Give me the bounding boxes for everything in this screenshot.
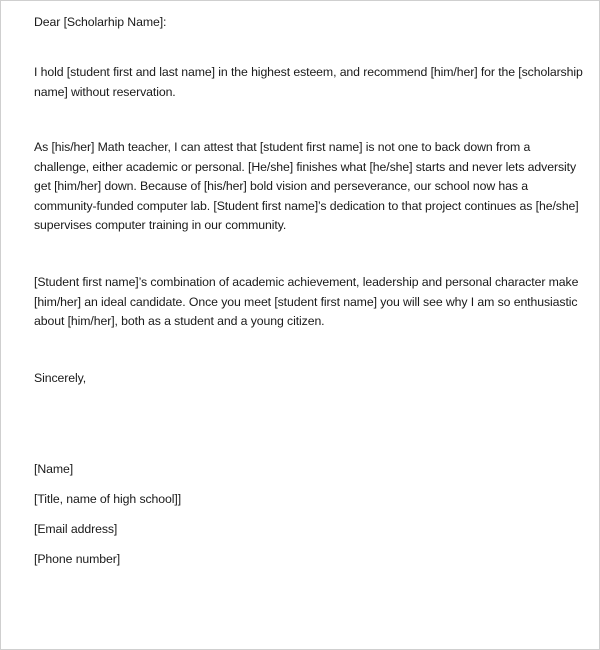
signature-email xyxy=(34,520,564,540)
paragraph-line: get [him/her] down. Because of [his/her] bold vision and perseverance, our school now has a xyxy=(34,179,528,193)
signature-name xyxy=(34,460,564,480)
closing-line: Sincerely, xyxy=(34,371,87,385)
paragraph-line: [him/her] an ideal candidate. Once you meet [student first name] you will see why I am so enthusiastic xyxy=(34,294,578,309)
paragraph-recommendation xyxy=(34,63,583,102)
closing xyxy=(34,369,564,389)
signature-email-line: [Email address] xyxy=(34,522,118,536)
paragraph-line: community-funded computer lab. [Student first name]’s dedication to that project continues as [he/she] xyxy=(34,198,579,213)
paragraph-line: name] without reservation. xyxy=(34,84,176,99)
paragraph-line: supervises computer training in our community. xyxy=(34,218,287,232)
paragraph-line: challenge, either academic or personal. [He/she] finishes what [he/she] starts and never lets adversity xyxy=(34,159,576,174)
signature-title-line: [Title, name of high school]] xyxy=(34,492,182,506)
signature-phone-line: [Phone number] xyxy=(34,552,121,566)
signature-phone xyxy=(34,550,564,570)
paragraph-line: about [him/her], both as a student and a young citizen. xyxy=(34,314,325,328)
salutation xyxy=(34,13,564,33)
salutation-line: Dear [Scholarhip Name]: xyxy=(34,15,167,29)
paragraph-line: [Student first name]’s combination of academic achievement, leadership and personal character make xyxy=(34,275,579,289)
paragraph-line: As [his/her] Math teacher, I can attest that [student first name] is not one to back down from a xyxy=(34,140,531,154)
signature-name-line: [Name] xyxy=(34,462,74,476)
paragraph-teacher-attestation xyxy=(34,138,579,236)
paragraph-candidate-summary xyxy=(34,273,579,332)
signature-title xyxy=(34,490,564,510)
paragraph-line: I hold [student first and last name] in the highest esteem, and recommend [him/her] for the [scholarship xyxy=(34,65,583,79)
